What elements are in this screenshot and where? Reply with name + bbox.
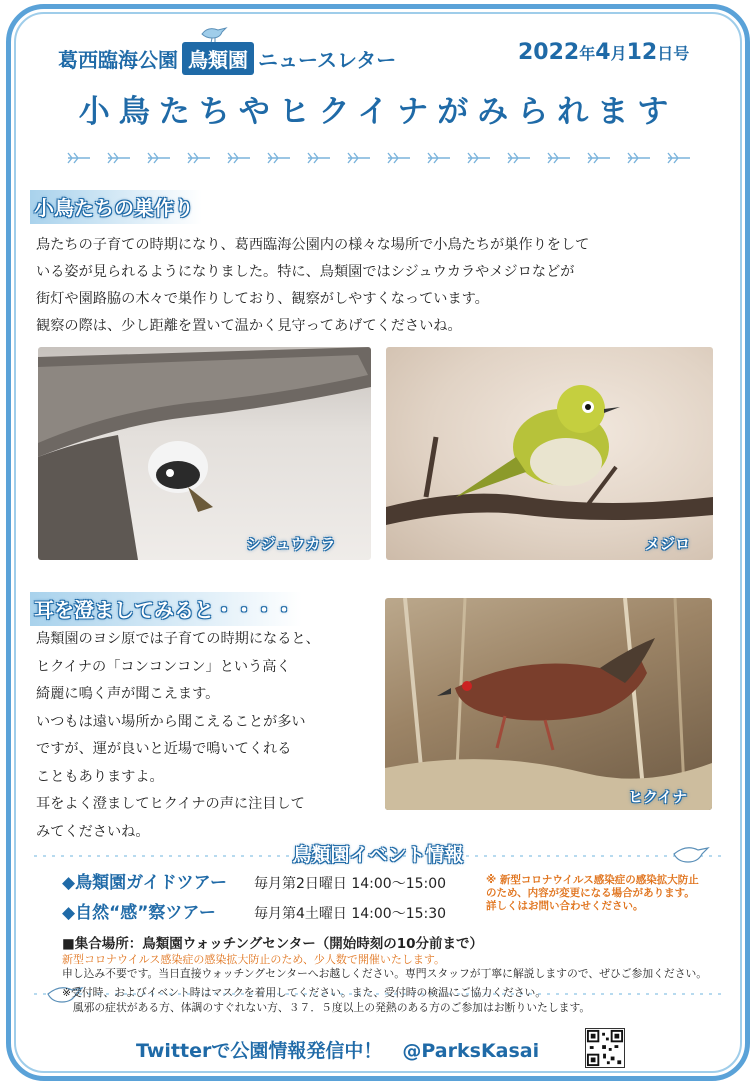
park-name: 葛西臨海公園: [58, 48, 178, 72]
meeting-place: ■集合場所：鳥類園ウォッチングセンター（開始時刻の10分前まで）: [62, 936, 484, 952]
participation-condition-2: 風邪の症状がある方、体調のすぐれない方、３７．５度以上の発熱のある方のご参加はお断りいたします。: [62, 1001, 591, 1014]
page-title: 小鳥たちやヒクイナがみられます: [78, 94, 678, 130]
event-schedule: 毎月第2日曜日 14:00〜15:00: [254, 876, 447, 892]
section-heading-listen: 耳を澄ましてみると・・・・: [30, 592, 302, 626]
ruddy-crake-paragraph: 鳥類園のヨシ原では子育ての時期になると、 ヒクイナの「コンコンコン」という高く 綺麗に鳴く声が聞こえます。 いつもは遠い場所から聞こえることが多い ですが、運が良いと近場で鳴いてくれる こともありますよ。 耳をよく澄ましてヒクイナの声に注目して みてくださいね。: [36, 631, 320, 840]
participation-condition-1: ※受付時、およびイベント時はマスクを着用してください。また、受付時の検温にご協力ください。: [62, 986, 547, 999]
newsletter-header: [58, 42, 396, 75]
twitter-label: Twitter: [136, 1040, 212, 1062]
event-name: ◆自然“感”察ツアー: [62, 903, 216, 923]
newsletter-label: ニュースレター: [258, 48, 397, 72]
photo-great-tit: [38, 347, 371, 560]
meeting-description: 申し込み不要です。当日直接ウォッチングセンターへお越しください。専門スタッフが丁寧に解説しますので、ぜひご参加ください。: [62, 967, 708, 980]
bird-garden-badge: 鳥類園: [182, 42, 254, 75]
twitter-banner: [136, 1036, 539, 1063]
divider-ornament: [60, 148, 700, 168]
qr-code-icon[interactable]: [585, 1028, 625, 1068]
event-name: ◆鳥類園ガイドツアー: [62, 873, 228, 893]
section-heading-nesting: 小鳥たちの巣作り: [30, 190, 202, 224]
photo-white-eye: [386, 347, 713, 560]
twitter-handle[interactable]: @ParksKasai: [402, 1040, 540, 1062]
events-heading: 鳥類園イベント情報: [292, 844, 464, 866]
covid-note: ※ 新型コロナウイルス感染症の感染拡大防止 のため、内容が変更になる場合があります。 詳しくはお問い合わせください。: [486, 874, 699, 912]
caption-great-tit: シジュウカラ: [246, 535, 336, 553]
issue-date: 2022年4月12日号: [518, 40, 690, 65]
event-guide-tour: [62, 868, 446, 893]
event-nature-tour: [62, 898, 446, 923]
meeting-covid-notice: 新型コロナウイルス感染症の感染拡大防止のため、少人数で開催いたします。: [62, 953, 446, 966]
twitter-message: で公園情報発信中！: [211, 1040, 383, 1062]
photo-ruddy-crake: [385, 598, 712, 810]
caption-white-eye: メジロ: [645, 535, 691, 553]
bird-icon: [198, 22, 232, 44]
event-schedule: 毎月第4土曜日 14:00〜15:30: [254, 906, 447, 922]
caption-ruddy-crake: ヒクイナ: [628, 788, 688, 806]
nesting-paragraph: 鳥たちの子育ての時期になり、葛西臨海公園内の様々な場所で小鳥たちが巣作りをして いる姿が見られるようになりました。特に、鳥類園ではシジュウカラやメジロなどが 街灯や園路脇の木々で巣作りしており、観察がしやすくなっています。 観察の際は、少し距離を置いて温かく見守ってあげてくださいね。: [36, 237, 590, 334]
